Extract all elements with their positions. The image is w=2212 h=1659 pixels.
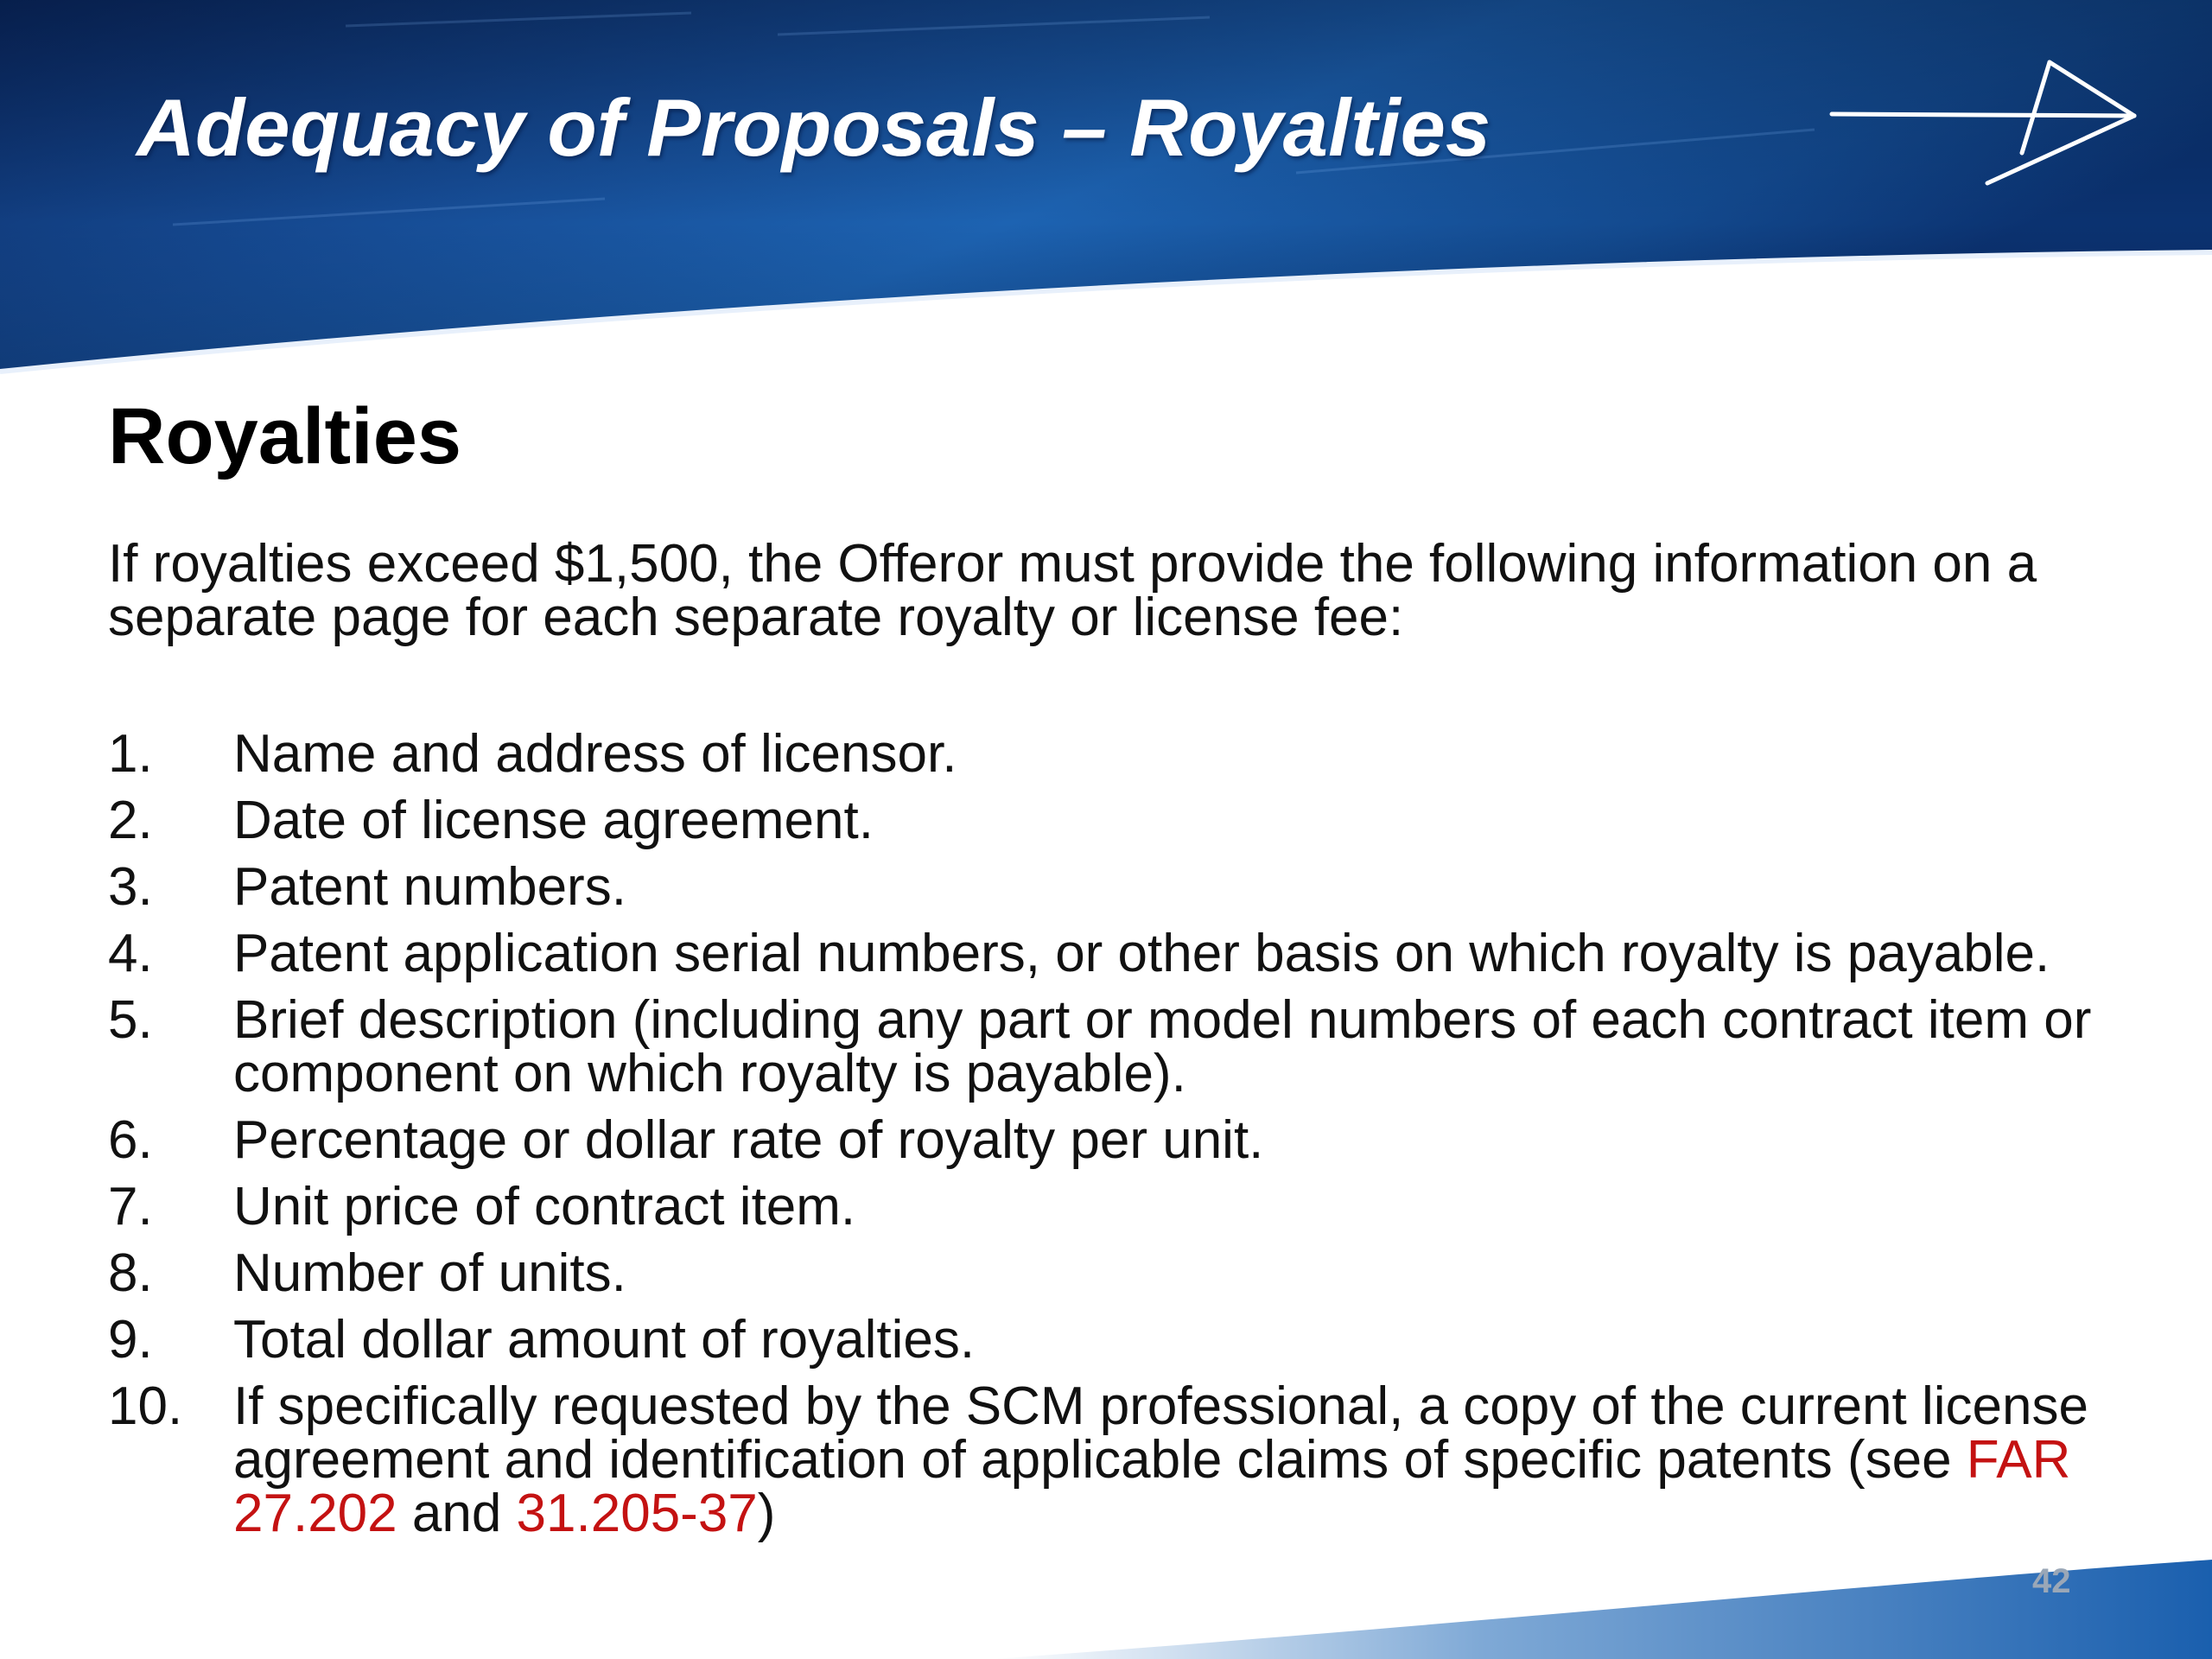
item-number: 3. xyxy=(108,857,153,917)
slide-title: Adequacy of Proposals – Royalties xyxy=(137,82,1491,173)
far-31-205-37-link[interactable]: 31.205-37 xyxy=(516,1484,758,1543)
list-item xyxy=(108,1376,2147,1543)
item-number: 8. xyxy=(108,1243,153,1303)
item-number: 5. xyxy=(108,990,153,1050)
item-text: Name and address of licensor. xyxy=(233,724,957,784)
item-text-before: If specifically requested by the SCM professional, a copy of the current license agreement and identification of applicable claims of specific patents (see xyxy=(233,1376,2088,1490)
star-logo-icon xyxy=(1823,54,2152,200)
item-number: 2. xyxy=(108,791,153,850)
item-text: Number of units. xyxy=(233,1243,626,1303)
list-item xyxy=(108,990,2147,1103)
item-text: Patent application serial numbers, or other basis on which royalty is payable. xyxy=(233,924,2050,983)
intro-paragraph: If royalties exceed $1,500, the Offeror must provide the following information on a separate page for each separate royalty or license fee: xyxy=(108,534,2037,647)
item-text: Patent numbers. xyxy=(233,857,626,917)
far-27-202-link[interactable]: FAR 27.202 xyxy=(233,1430,2071,1543)
item-number: 4. xyxy=(108,924,153,983)
item-number: 6. xyxy=(108,1110,153,1170)
item-text: Percentage or dollar rate of royalty per unit. xyxy=(233,1110,1264,1170)
item-text: Date of license agreement. xyxy=(233,791,874,850)
list-item xyxy=(108,857,2147,917)
requirements-list xyxy=(108,724,2147,1554)
list-item xyxy=(108,1310,2147,1370)
item-text: Total dollar amount of royalties. xyxy=(233,1310,976,1370)
item-text-between: and xyxy=(397,1484,517,1543)
item-text: Brief description (including any part or model numbers of each contract item or component on which royalty is payable). xyxy=(233,990,2092,1103)
list-item xyxy=(108,791,2147,850)
list-item xyxy=(108,724,2147,784)
page-number: 42 xyxy=(2032,1562,2071,1600)
list-item xyxy=(108,924,2147,983)
section-heading: Royalties xyxy=(108,392,462,480)
item-number: 9. xyxy=(108,1310,153,1370)
item-text: Unit price of contract item. xyxy=(233,1177,856,1236)
item-number: 1. xyxy=(108,724,153,784)
list-item xyxy=(108,1243,2147,1303)
list-item xyxy=(108,1177,2147,1236)
item-number: 10. xyxy=(108,1376,183,1436)
item-number: 7. xyxy=(108,1177,153,1236)
list-item xyxy=(108,1110,2147,1170)
item-text-after: ) xyxy=(757,1484,776,1543)
